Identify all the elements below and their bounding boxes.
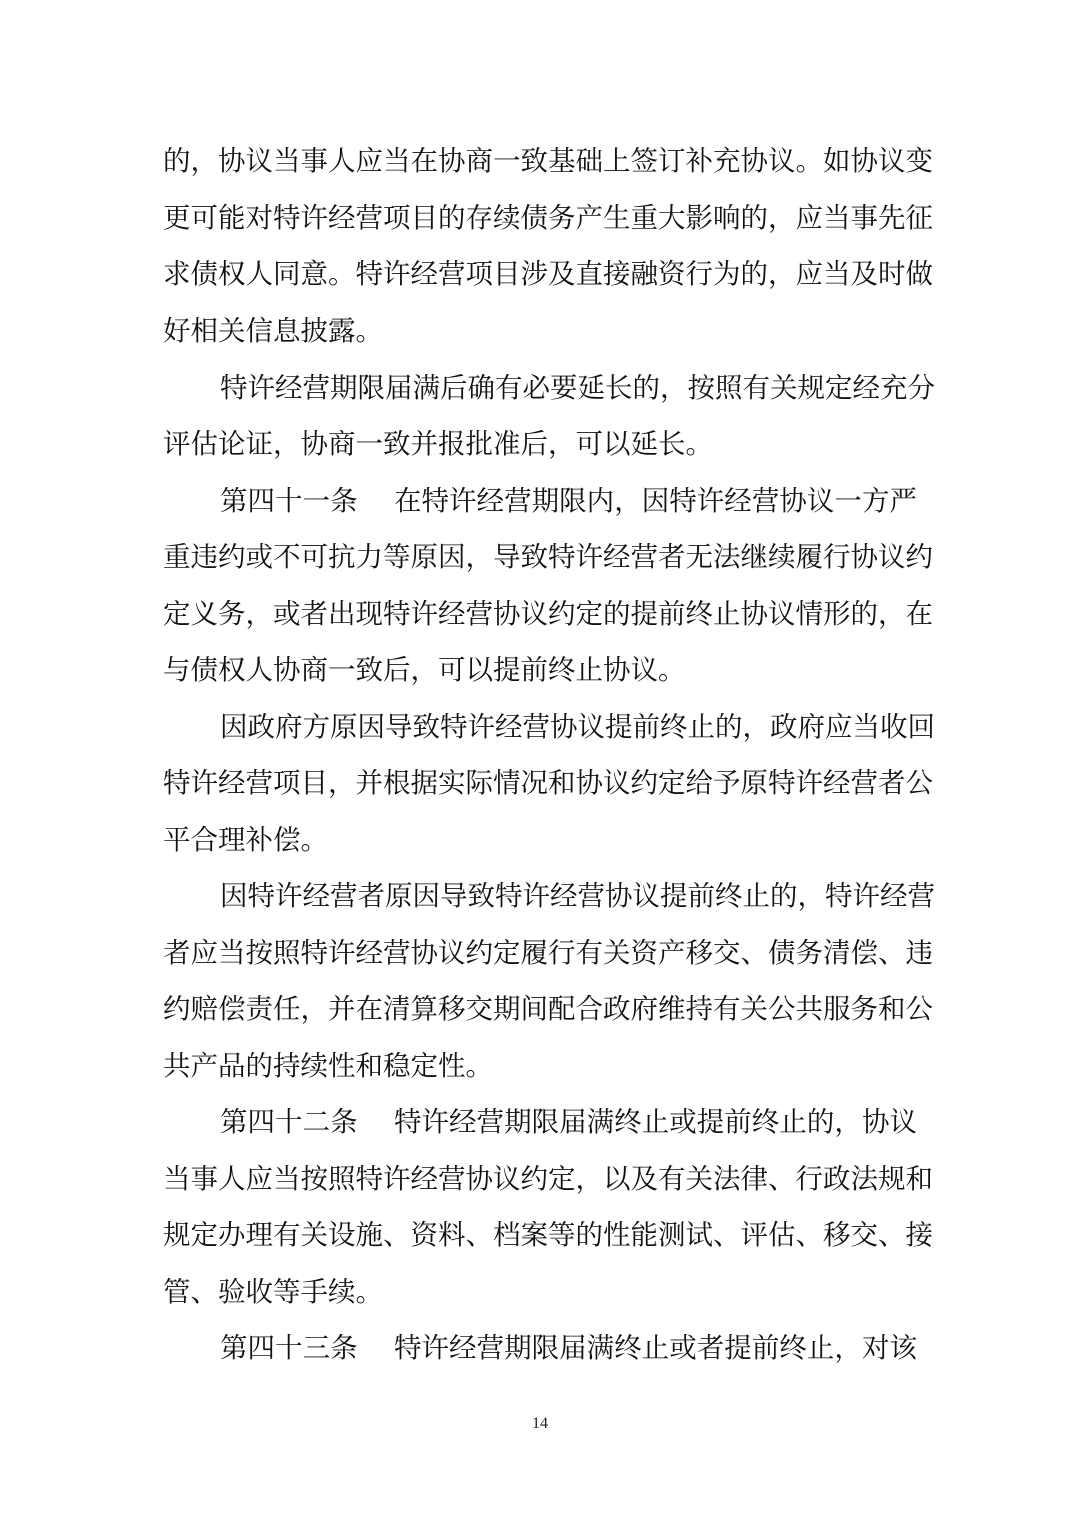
article-41-heading-line: 第四十一条 在特许经营期限内，因特许经营协议一方严	[220, 485, 917, 517]
text-line: 与债权人协商一致后，可以提前终止协议。	[163, 654, 686, 686]
text-line: 评估论证，协商一致并报批准后，可以延长。	[163, 428, 713, 460]
article-42-heading-line: 第四十二条 特许经营期限届满终止或提前终止的，协议	[220, 1106, 917, 1138]
text-line: 好相关信息披露。	[163, 315, 383, 347]
text-line: 者应当按照特许经营协议约定履行有关资产移交、债务清偿、违	[163, 937, 933, 969]
text-line: 约赔偿责任，并在清算移交期间配合政府维持有关公共服务和公	[163, 993, 933, 1025]
paragraph-first-line: 因特许经营者原因导致特许经营协议提前终止的，特许经营	[220, 880, 935, 912]
text-line: 管、验收等手续。	[163, 1276, 383, 1308]
text-line: 当事人应当按照特许经营协议约定，以及有关法律、行政法规和	[163, 1163, 933, 1195]
text-line: 平合理补偿。	[163, 824, 328, 856]
text-line: 定义务，或者出现特许经营协议约定的提前终止协议情形的，在	[163, 598, 933, 630]
article-43-heading-line: 第四十三条 特许经营期限届满终止或者提前终止，对该	[220, 1332, 917, 1364]
page-number: 14	[532, 1415, 548, 1432]
paragraph-first-line: 因政府方原因导致特许经营协议提前终止的，政府应当收回	[220, 711, 935, 743]
text-line: 共产品的持续性和稳定性。	[163, 1050, 493, 1082]
text-line: 求债权人同意。特许经营项目涉及直接融资行为的，应当及时做	[163, 258, 933, 290]
text-line: 特许经营项目，并根据实际情况和协议约定给予原特许经营者公	[163, 767, 933, 799]
text-line: 的，协议当事人应当在协商一致基础上签订补充协议。如协议变	[163, 145, 933, 177]
text-line: 规定办理有关设施、资料、档案等的性能测试、评估、移交、接	[163, 1219, 933, 1251]
paragraph-first-line: 特许经营期限届满后确有必要延长的，按照有关规定经充分	[220, 372, 935, 404]
text-line: 重违约或不可抗力等原因，导致特许经营者无法继续履行协议约	[163, 541, 933, 573]
text-line: 更可能对特许经营项目的存续债务产生重大影响的，应当事先征	[163, 202, 933, 234]
